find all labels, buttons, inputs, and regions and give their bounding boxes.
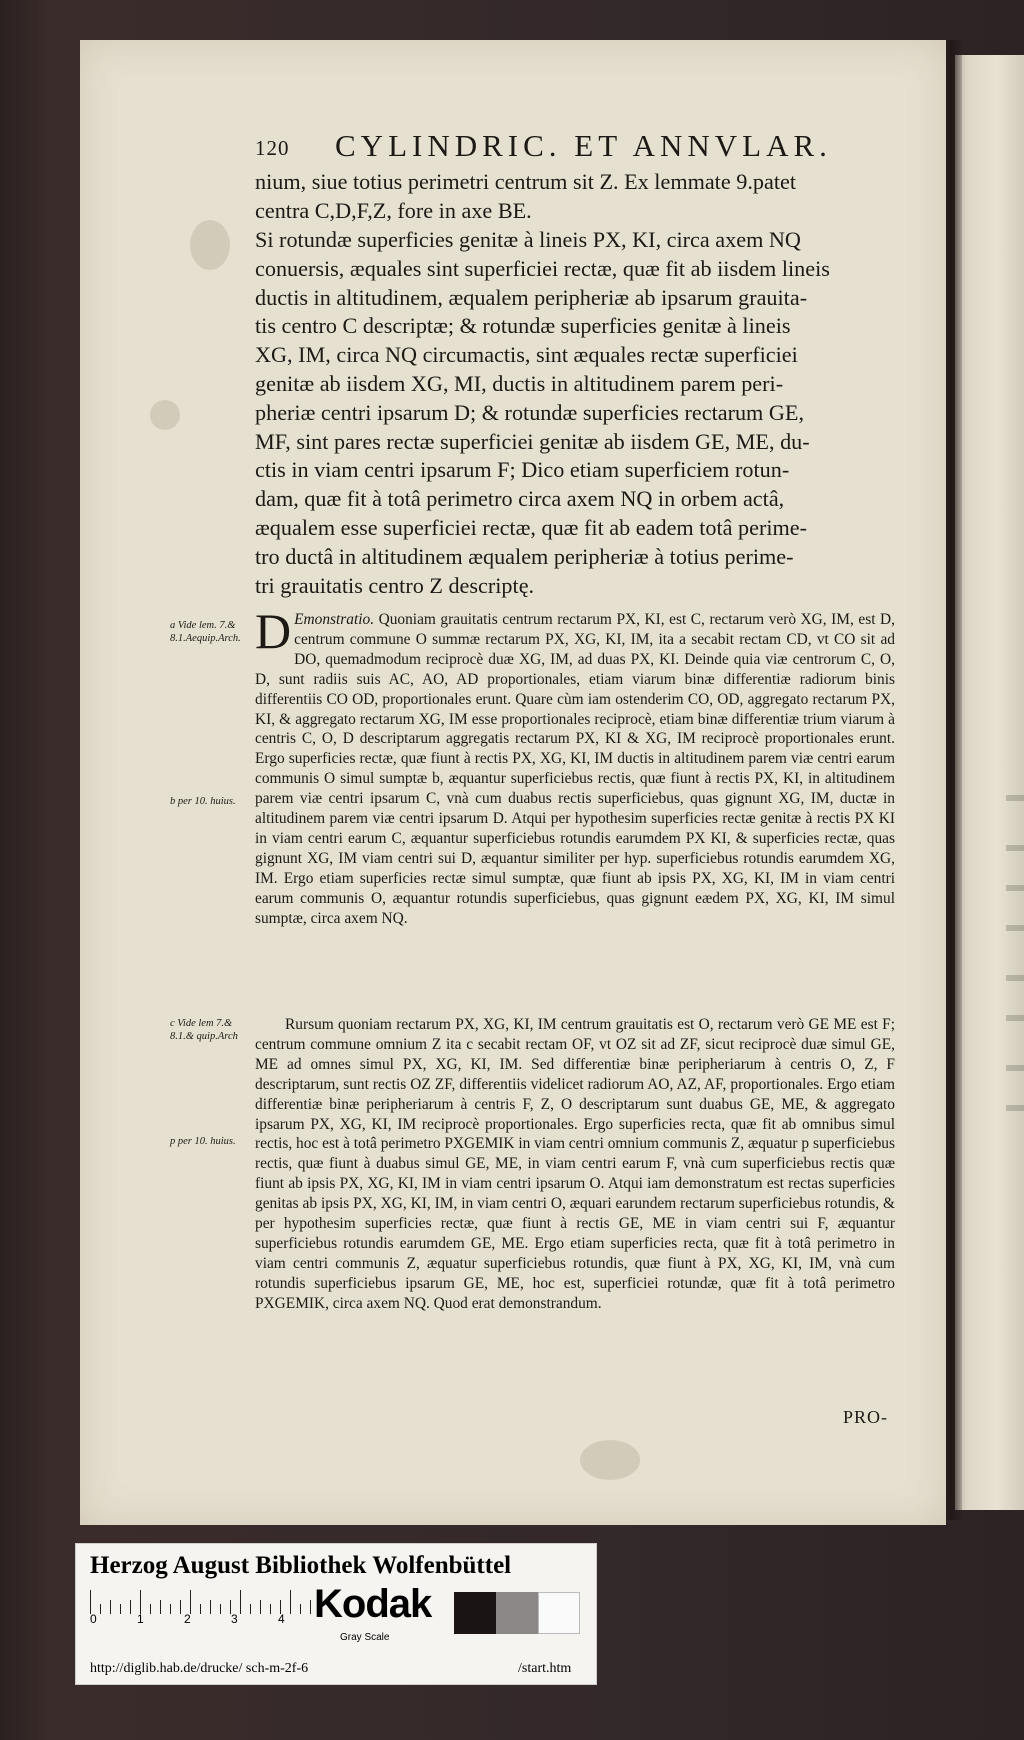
- gray-patch-black: [454, 1592, 496, 1634]
- start-url: /start.htm: [518, 1661, 572, 1676]
- scale-number-0: 0: [90, 1612, 97, 1626]
- marginal-note-b: b per 10. huius.: [170, 796, 236, 807]
- kodak-logo: Kodak: [314, 1582, 432, 1626]
- running-title: CYLINDRIC. ET ANNVLAR.: [335, 128, 832, 163]
- library-name: Herzog August Bibliothek Wolfenbüttel: [90, 1552, 512, 1579]
- page-number: 120: [255, 136, 290, 160]
- facing-page-edge: [955, 55, 1024, 1510]
- scale-number-4: 4: [278, 1612, 285, 1626]
- scale-number-2: 2: [184, 1612, 191, 1626]
- drop-cap: D: [255, 603, 292, 659]
- demonstration-paragraph-2: Rursum quoniam rectarum PX, XG, KI, IM centrum grauitatis est O, rectarum verò GE ME est F; centrum commune omnium Z ita c secabit rectam OF, vt OZ sit ad ZF, sicut reciprocè duæ simul GE, ME ad omnes simul PX, XG, KI, IM. Sed differentiæ binæ peripheriarum à centris O, Z, F descriptarum, sunt rectis OZ ZF, differentiis videlicet radiorum AO, AZ, AF, proportionales. Ergo etiam differentiæ binæ peripheriarum à centris F, Z, O descriptarum sunt duabus GE, ME, & aggregato ipsarum PX, XG, KI, IM reciprocè proportionales. Ergo superficies recta, quæ fit ab omnibus simul rectis, hoc est à totâ perimetro PXGEMIK in viam centri omnium communis Z, æquatur p superficiebus rectis, quæ fiunt à duabus simul GE, ME, in viam centri earum F, vnà cum superficiebus rectis quæ fiunt ab ipsis PX, XG, KI, IM in viam centri ipsarum O. Atqui iam demonstratum est rectas superficies genitas ab ipsis PX, XG, KI, IM, in viam centri O, æquari earundem rectarum superficiebus rotundis, & per hypothesim superficies rectæ, quæ fiunt à rectis GE, ME in viam centri sui F, æquantur superficiebus rotundis earumdem GE, ME. Ergo etiam superficies recta, quæ fit à totâ perimetro in viam centri communis Z, æquatur superficiebus rotundis, quæ fiunt à PX, XG, KI, IM, vnà cum rotundis superficiebus ipsarum GE, ME, hoc est, superficiei rotundæ, quæ fit à totâ perimetro PXGEMIK, circa axem NQ. Quod erat demonstrandum.: [255, 1016, 895, 1312]
- proposition-text: Si rotundæ superficies genitæ à lineis PX, KI, circa axem NQ conuersis, æquales sint superficiei rectæ, quæ fit ab iisdem lineis ductis in altitudinem, æqualem peripheriæ ab ipsarum grauita- tis centro C descriptæ; & rotundæ superficies genitæ à lineis XG, IM, circa NQ circumactis, sint æquales rectæ superficiei genitæ ab iisdem XG, MI, ductis in altitudinem parem peri- pheriæ centri ipsarum D; & rotundæ superficies rectarum GE, MF, sint pares rectæ superficiei genitæ ab iisdem GE, ME, du- ctis in viam centri ipsarum F; Dico etiam superficiem rotun- dam, quæ fit à totâ perimetro circa axem NQ in orbem actâ, æqualem esse superficiei rectæ, quæ fit ab eadem totâ perime- tro ductâ in altitudinem æqualem peripheriæ à totius perime- tri grauitatis centro Z descriptę.: [255, 227, 830, 598]
- color-target-card: [75, 1543, 597, 1685]
- marginal-note-c: c Vide lem 7.& 8.1.& quip.Arch: [170, 1018, 238, 1042]
- gray-patch-mid: [496, 1592, 538, 1634]
- gray-patch-white: [538, 1592, 580, 1634]
- scale-number-1: 1: [137, 1612, 144, 1626]
- grayscale-label: Gray Scale: [340, 1632, 390, 1643]
- source-url: http://diglib.hab.de/drucke/ sch-m-2f-6: [90, 1661, 309, 1676]
- demonstration-body: Quoniam grauitatis centrum rectarum PX, KI, est C, rectarum verò XG, IM, est D, centrum commune O summæ rectarum PX, XG, KI, IM, ita a secabit rectam CD, vt CO sit ad DO, quemadmodum reciprocè duæ XG, IM, ad duas PX, KI. Deinde quia viæ centrorum C, O, D, sunt radiis suis AC, AO, AD proportionales, etiam viarum binæ differentiæ radiorum binis differentiis CO OD, proportionales erunt. Quare cùm iam ostenderim CO, OD, aggregato rectarum PX, KI, & aggregato rectarum XG, IM esse proportionales reciprocè, etiam binæ differentiæ trium viarum à centris C, O, D descriptarum aggregatis rectarum PX, KI & XG, IM reciprocè proportionales erunt. Ergo superficies rectæ, quæ fiunt à rectis PX, XG, KI, IM ductis in altitudinem parem viæ centri earum communis O simul sumptæ b, æquantur superficiebus rectis, quæ fiunt à rectis PX, KI, in altitudinem parem viæ centri ipsarum C, vnà cum duabus rectis superficiebus, quas gignunt XG, IM, ductæ in altitudinem parem viæ centri ipsarum D. Atqui per hypothesim superficies rectæ genitæ à rectis PX KI in viam centri earum C, æquantur superficiebus rotundis earumdem PX KI, & superficies rectæ, quas gignunt XG, IM viam centri sui D, æquantur similiter per hyp. superficiebus rotundis earumdem XG, IM. Ergo etiam superficies rectæ simul sumptæ, quæ fiunt ab ipsis PX, XG, KI, IM in viam centri earum communis O, æquantur rotundis superficiebus, quas gignunt eædem PX, XG, KI, IM simul sumptæ, circa axem NQ.: [255, 611, 895, 927]
- demonstration-paragraph: [255, 603, 895, 929]
- marginal-note-a: a Vide lem. 7.& 8.1.Aequip.Arch.: [170, 620, 241, 644]
- marginal-note-p: p per 10. huius.: [170, 1136, 236, 1147]
- scale-number-3: 3: [231, 1612, 238, 1626]
- continuation-text: nium, siue totius perimetri centrum sit Z. Ex lemmate 9.patet centra C,D,F,Z, fore in axe BE.: [255, 169, 797, 223]
- page-header: [255, 128, 895, 168]
- demonstration-lead: Emonstratio.: [294, 611, 375, 628]
- catchword: PRO-: [843, 1407, 889, 1427]
- book-page: [80, 40, 946, 1525]
